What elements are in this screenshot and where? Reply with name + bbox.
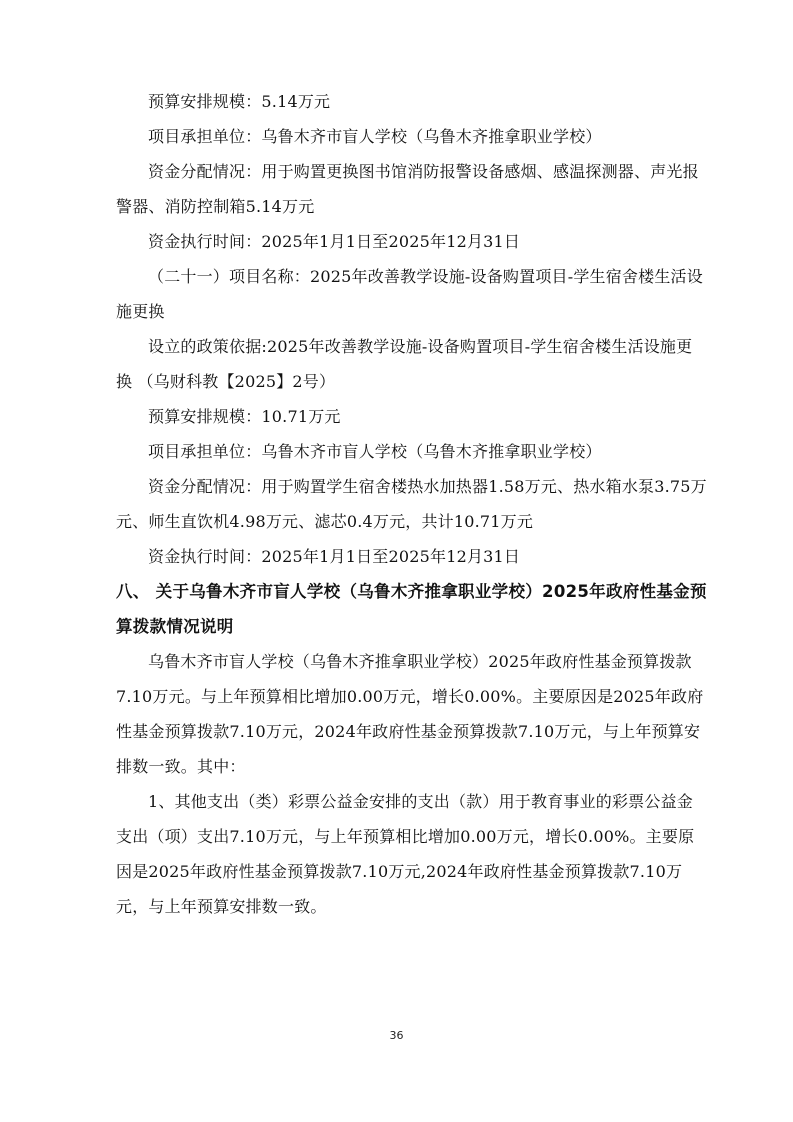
paragraph-responsible-unit-1: 项目承担单位：乌鲁木齐市盲人学校（乌鲁木齐推拿职业学校） [148,127,602,146]
page-number: 36 [389,1029,404,1042]
paragraph-fund-detail-1: 1、其他支出（类）彩票公益金安排的支出（款）用于教育事业的彩票公益金支出（项）支出7.10万元，与上年预算相比增加0.00万元，增长0.00%。主要原因是2025年政府性基金预算拨款7.10万元,2024年政府性基金预算拨款7.10万元，与上年预算安排数一致。 [116,792,695,916]
paragraph-execution-time-1: 资金执行时间：2025年1月1日至2025年12月31日 [148,232,521,251]
paragraph-policy-basis-21: 设立的政策依据:2025年改善教学设施-设备购置项目-学生宿舍楼生活设施更换 （乌财科教【2025】2号） [116,337,693,391]
page-content [116,84,708,924]
paragraph-fund-summary: 乌鲁木齐市盲人学校（乌鲁木齐推拿职业学校）2025年政府性基金预算拨款7.10万元。与上年预算相比增加0.00万元，增长0.00%。主要原因是2025年政府性基金预算拨款7.10万元，2024年政府性基金预算拨款7.10万元，与上年预算安排数一致。其中： [116,652,704,776]
paragraph-budget-scale-1: 预算安排规模：5.14万元 [148,92,331,111]
paragraph-project-name-21: （二十一）项目名称：2025年改善教学设施-设备购置项目-学生宿舍楼生活设施更换 [116,267,703,321]
section-heading-8: 八、 关于乌鲁木齐市盲人学校（乌鲁木齐推拿职业学校）2025年政府性基金预算拨款情况说明 [116,582,707,636]
paragraph-responsible-unit-21: 项目承担单位：乌鲁木齐市盲人学校（乌鲁木齐推拿职业学校） [148,442,602,461]
paragraph-execution-time-21: 资金执行时间：2025年1月1日至2025年12月31日 [148,547,521,566]
paragraph-budget-scale-21: 预算安排规模：10.71万元 [148,407,341,426]
paragraph-fund-allocation-1: 资金分配情况：用于购置更换图书馆消防报警设备感烟、感温探测器、声光报警器、消防控制箱5.14万元 [116,162,699,216]
paragraph-fund-allocation-21: 资金分配情况：用于购置学生宿舍楼热水加热器1.58万元、热水箱水泵3.75万元、师生直饮机4.98万元、滤芯0.4万元，共计10.71万元 [116,477,707,531]
